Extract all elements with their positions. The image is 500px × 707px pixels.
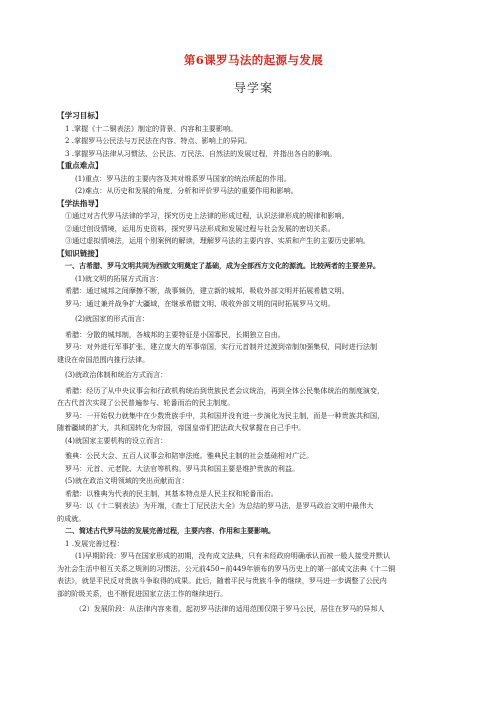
paragraph-line: 罗马：通过兼并战争扩大疆域，在继承希腊文明、吸收外部文明的同时拓展罗马文明。 <box>65 298 335 308</box>
paragraph-line: 部的阶级关系，也不断促进国家立法工作的继续进行。 <box>57 588 228 598</box>
lesson-title: 第6课罗马法的起源与发展 <box>183 53 324 67</box>
paragraph-line: 罗马：元首、元老院、大法官等机构。罗马共和国主要是维护贵族的利益。 <box>65 463 300 473</box>
subheading: (1)就文明的拓展方式而言： <box>75 273 164 283</box>
guidance-item: ③通过虚拟情境法，运用个别案例的解读，理解罗马法的主要内容、实质和产生的主要历史影响。 <box>65 236 371 245</box>
objective-item: 2 .掌握罗马公民法与万民法在内容、特点、影响上的异同。 <box>65 136 252 145</box>
paragraph-line: 希腊：以雅典为代表的民主制，其基本特点是人民主权和轮番而治。 <box>65 488 278 498</box>
keypoint-item: (1)重点：罗马法的主要内容及其对维系罗马国家的统治所起的作用。 <box>75 173 291 183</box>
objective-item: 3 .掌握罗马法律从习惯法、公民法、万民法、自然法的发展过程，并指出各自的影响。 <box>65 148 337 158</box>
paragraph-line: (1)早期阶段：罗马在国家形成的初期，没有成文法典，只有未经政府明确承认而被一般人接受并默认 <box>75 551 391 560</box>
paragraph-line: 表法》，就是平民反对贵族斗争取得的成果。此后，随着平民与贵族斗争的继续，罗马进一步调整了公民内 <box>57 576 387 585</box>
paragraph-line: 罗马：对外进行军事扩张，建立庞大的军事帝国，实行元首制并过渡到帝制加强集权，同时进行法制 <box>65 342 378 351</box>
paragraph-line: 随着疆域的扩大，共和国转化为帝国，帝国皇帝们把法政大权掌握在自己手中。 <box>57 423 306 432</box>
paragraph-line: 罗马：一开始权力就集中在少数贵族手中，共和国并没有进一步演化为民主制，而是一种贵族共和国， <box>65 410 385 420</box>
guidance-heading: 【学法指导】 <box>57 198 103 208</box>
objectives-heading: 【学习目标】 <box>57 111 103 120</box>
paragraph-line: 希腊：分散的城邦制，各城邦的主要特征是小国寡民，长期独立自由。 <box>65 329 285 339</box>
paragraph-line: 建设在帝国范围内推行法律。 <box>57 354 150 364</box>
guidance-item: ①通过对古代罗马法律的学习，探究历史上法律的形成过程，认识法律形成的规律和影响。 <box>65 211 349 220</box>
guidance-item: ②通过创设情境，运用历史资料，探究罗马法形成和发展过程与社会发展的密切关系。 <box>65 223 335 233</box>
subheading: (2)就国家的形式而言： <box>75 314 149 323</box>
keypoint-item: (2)难点：从历史和发展的角度，分析和评价罗马法的重要作用和影响。 <box>75 186 298 195</box>
paragraph-line: 罗马：以《十二铜表法》为开端，《查士丁尼民法大全》为总结的罗马法，是罗马政治文明中最伟大 <box>65 501 374 510</box>
knowledge-heading: 【知识链接】 <box>57 248 103 258</box>
question-two: 二、简述古代罗马法的发展完善过程，主要内容、作用和主要影响。 <box>65 527 275 535</box>
paragraph-line: 为社会生活中相互关系之规则的习惯法。公元前450~前449年颁布的罗马历史上的第一部成文法典《十二铜 <box>57 563 396 573</box>
document-subtitle: 导学案 <box>233 81 273 95</box>
question-one: 一、古希腊、罗马文明共同为西欧文明奠定了基础，成为全部西方文化的源流。比较两者的主要差异。 <box>65 262 380 270</box>
subheading: 1 .发展完善过程： <box>65 538 124 548</box>
paragraph-line: 在古代首次实现了公民普遍参与、轮番而治的民主制度。 <box>57 398 235 407</box>
keypoints-heading: 【重点难点】 <box>57 161 103 170</box>
objective-item: 1 .掌握《十二铜表法》制定的背景、内容和主要影响。 <box>65 123 238 133</box>
subheading: (3)就政治体制和统治方式而言： <box>65 370 168 379</box>
paragraph-line: 雅典：公民大会、五百人议事会和陪审法庭。雅典民主制的社会基础相对广泛。 <box>65 451 314 460</box>
subheading: (5)就在政治文明领域的突出贡献而言： <box>65 476 189 485</box>
paragraph-line: 希腊：经历了从中央议事会和行政机构统治到贵族民老会议统治，再到全体公民集体统治的制度演变， <box>65 385 385 395</box>
paragraph-line: 希腊：通过城邦之间摩擦不断，战事频仍，建立新的城邦，吸收外部文明并拓展希腊文明。 <box>65 286 349 295</box>
paragraph-line: （2）发展阶段：从法律内容来看，起初罗马法律的适用范围仅限于罗马公民，居住在罗马的异邦人 <box>75 604 385 613</box>
subheading: (4)就国家主要机构的设立而言： <box>65 435 168 445</box>
paragraph-line: 的成就。 <box>57 513 86 523</box>
